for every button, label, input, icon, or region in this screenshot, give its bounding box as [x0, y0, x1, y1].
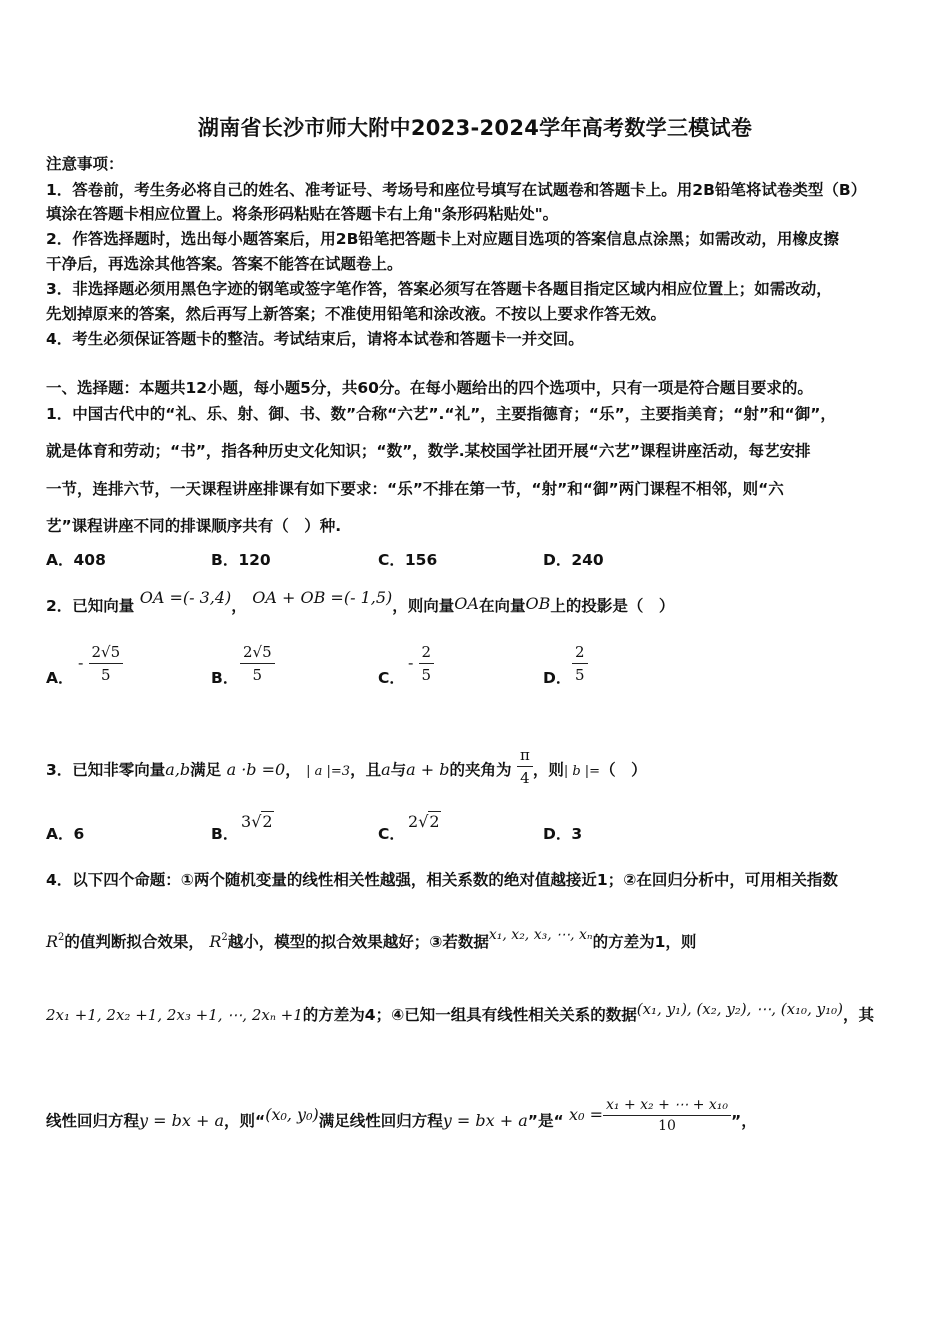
q3-option-c-label: C． — [378, 825, 405, 843]
notice-line-2: 填涂在答题卡相应位置上。将条形码粘贴在答题卡右上角"条形码粘贴处"。 — [46, 205, 559, 223]
q2-fraction-d: $\frac{2}{5}$ — [572, 643, 588, 684]
q2-neg-sign-a: - — [78, 653, 84, 672]
q4-text-2c: 的方差为1，则 — [592, 933, 697, 951]
q2-vector-ob: OB — [525, 594, 551, 613]
q2-option-a-value — [78, 643, 123, 684]
q2-prefix: 2．已知向量 — [46, 597, 135, 615]
q2-eq1: OA =(- 3,4) — [139, 588, 232, 607]
q4-x0-equals: x₀ = — [569, 1105, 603, 1124]
q1-option-d: D．240 — [543, 551, 604, 569]
q4-line-3 — [46, 1000, 874, 1025]
q3-coef-c: 2 — [408, 812, 419, 831]
q3-text-3: ，且 — [350, 761, 382, 779]
q3-text-7: （ ） — [600, 761, 647, 779]
q2-suffix: 上的投影是（ ） — [550, 597, 675, 615]
q4-text-3b: ，其 — [842, 1006, 874, 1024]
q3-option-a: A．6 — [46, 825, 85, 843]
q4-x0-y0: (x₀, y₀) — [265, 1105, 319, 1124]
q3-text-6: ，则 — [532, 761, 564, 779]
q2-comma: ， — [231, 597, 247, 615]
section-heading: 一、选择题：本题共12小题，每小题5分，共60分。在每小题给出的四个选项中，只有一项是符合题目要求的。 — [46, 379, 813, 397]
notice-line-4: 干净后，再选涂其他答案。答案不能答在试题卷上。 — [46, 255, 403, 273]
notice-line-3: 2．作答选择题时，选出每小题答案后，用2B铅笔把答题卡上对应题目选项的答案信息点涂黑；如需改动，用橡皮擦 — [46, 230, 839, 248]
q4-mean-fraction: $\frac{\text{x₁ + x₂ + ⋯ + x₁₀}}{10}$ — [603, 1097, 731, 1134]
q3-angle-fraction: $\frac{\pi}{4}$ — [517, 746, 533, 787]
q2-option-b-value — [240, 643, 275, 684]
q1-line-3: 一节，连排六节，一天课程讲座排课有如下要求：“乐”不排在第一节，“射”和“御”两门课程不相邻，则“六 — [46, 480, 784, 498]
q3-vectors: a,b — [165, 760, 191, 779]
q3-option-c-value — [408, 812, 441, 831]
q3-dot-condition: a ·b =0 — [226, 760, 286, 779]
q3-text-4: 与 — [390, 761, 407, 779]
q2-option-c-label: C． — [378, 669, 405, 687]
notice-heading: 注意事项： — [46, 155, 124, 173]
q3-text-2: ， — [285, 761, 301, 779]
q4-text-4b: ，则“ — [224, 1112, 266, 1130]
q1-option-c: C．156 — [378, 551, 438, 569]
q4-data-x: x₁, x₂, x₃, ⋯, xₙ — [488, 927, 593, 943]
q3-text-1: 满足 — [190, 761, 222, 779]
q3-prefix: 3．已知非零向量 — [46, 761, 166, 779]
q2-mid2: 在向量 — [478, 597, 526, 615]
q4-r-squared-2: $R^2$ — [209, 932, 228, 951]
notice-line-5: 3．非选择题必须用黑色字迹的钢笔或签字笔作答，答案必须写在答题卡各题目指定区域内相应位置上；如需改动， — [46, 280, 832, 298]
q2-vector-oa: OA — [454, 594, 479, 613]
q3-option-b-value — [241, 812, 274, 831]
q3-abs-b: | b |= — [563, 764, 601, 779]
q3-option-b-label: B． — [211, 825, 239, 843]
q4-text-4a: 线性回归方程 — [46, 1112, 140, 1130]
q3-stem — [46, 746, 647, 791]
q4-text-3a: 的方差为4；④已知一组具有线性相关关系的数据 — [302, 1006, 637, 1024]
q4-r-squared-1: $R^2$ — [46, 932, 65, 951]
q4-text-4d: ”是“ — [527, 1112, 564, 1130]
q4-text-4e: ”， — [731, 1112, 757, 1130]
q1-line-1: 1．中国古代中的“礼、乐、射、御、书、数”合称“六艺”.“礼”，主要指德育；“乐”，主要指美育；“射”和“御”， — [46, 405, 836, 423]
q4-line-1: 4．以下四个命题：①两个随机变量的线性相关性越强，相关系数的绝对值越接近1；②在回归分析中，可用相关指数 — [46, 871, 838, 889]
q3-abs-a: | a |=3 — [306, 764, 351, 779]
q2-stem — [46, 588, 675, 616]
q1-line-4: 艺”课程讲座不同的排课顺序共有（ ）种. — [46, 517, 342, 535]
q2-option-c-value — [408, 643, 434, 684]
q2-option-b-label: B． — [211, 669, 239, 687]
q2-mid1: ，则向量 — [392, 597, 455, 615]
q3-sum: a + b — [406, 760, 450, 779]
q3-vector-a: a — [381, 760, 391, 779]
q4-line-4 — [46, 1097, 757, 1140]
q2-eq2: OA + OB =(- 1,5) — [252, 588, 393, 607]
q2-neg-sign-c: - — [408, 653, 414, 672]
q1-line-2: 就是体育和劳动；“书”，指各种历史文化知识；“数”，数学.某校国学社团开展“六艺”课程讲座活动，每艺安排 — [46, 442, 811, 460]
q4-data-points: (x₁, y₁), (x₂, y₂), ⋯, (x₁₀, y₁₀) — [636, 1000, 843, 1018]
q3-coef-b: 3 — [241, 812, 252, 831]
q3-option-d: D．3 — [543, 825, 583, 843]
q4-regression-eq-1: y = bx + a — [139, 1111, 225, 1130]
q2-option-a-label: A． — [46, 669, 74, 687]
q2-option-d-value — [572, 643, 588, 684]
q3-sqrt-c: √2 — [418, 812, 440, 831]
q3-text-5: 的夹角为 — [449, 761, 512, 779]
q3-sqrt-b: √2 — [251, 812, 273, 831]
q4-data-2x: 2x₁ +1, 2x₂ +1, 2x₃ +1, ⋯, 2xₙ +1 — [46, 1006, 303, 1024]
q1-option-b: B．120 — [211, 551, 271, 569]
q4-text-4c: 满足线性回归方程 — [318, 1112, 443, 1130]
q4-text-2a: 的值判断拟合效果， — [64, 933, 204, 951]
q2-fraction-a: $\frac{2√5}{5}$ — [89, 643, 124, 684]
q2-option-d-label: D． — [543, 669, 572, 687]
q2-fraction-b: $\frac{2√5}{5}$ — [240, 643, 275, 684]
q1-option-a: A．408 — [46, 551, 106, 569]
notice-line-1: 1．答卷前，考生务必将自己的姓名、准考证号、考场号和座位号填写在试题卷和答题卡上。用2B铅笔将试卷类型（B） — [46, 181, 867, 199]
q4-text-2b: 越小，模型的拟合效果越好；③若数据 — [227, 933, 489, 951]
q4-regression-eq-2: y = bx + a — [442, 1111, 528, 1130]
notice-line-6: 先划掉原来的答案，然后再写上新答案；不准使用铅笔和涂改液。不按以上要求作答无效。 — [46, 305, 667, 323]
q2-fraction-c: $\frac{2}{5}$ — [419, 643, 435, 684]
notice-line-7: 4．考生必须保证答题卡的整洁。考试结束后，请将本试卷和答题卡一并交回。 — [46, 330, 584, 348]
q4-line-2 — [46, 927, 697, 952]
page-title: 湖南省长沙市师大附中2023-2024学年高考数学三模试卷 — [197, 116, 753, 140]
